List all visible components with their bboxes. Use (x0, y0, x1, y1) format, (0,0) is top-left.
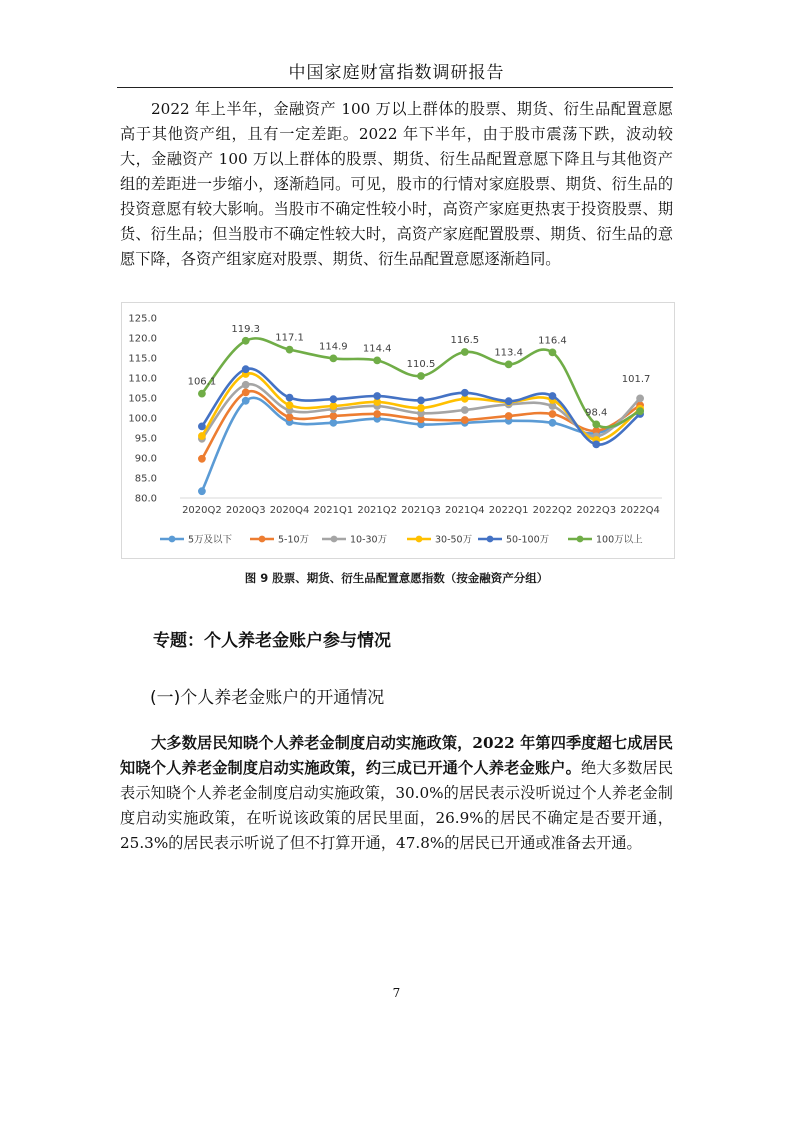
paragraph-2-body: 绝大多数居民表示知晓个人养老金制度启动实施政策，30.0%的居民表示没听说过个人养老金制度启动实施政策，在听说该政策的居民里面，26.9%的居民不确定是否要开通，25.3%的居民表示听说了但不打算开通，47.8%的居民已开通或准备去开通。 (120, 759, 674, 852)
data-point-s4-9 (593, 441, 600, 448)
data-point-s3-2 (286, 402, 293, 409)
paragraph-stock-allocation (120, 97, 673, 272)
legend-marker-1 (259, 536, 266, 543)
x-tick-label: 2021Q1 (313, 505, 354, 516)
data-point-s4-6 (461, 389, 468, 396)
legend-marker-0 (169, 536, 176, 543)
y-tick-label: 125.0 (128, 313, 157, 325)
data-point-s4-3 (330, 396, 337, 403)
x-tick-label: 2022Q4 (620, 505, 660, 516)
data-label: 98.4 (585, 407, 608, 419)
legend-label-3: 30-50万 (435, 534, 473, 546)
data-point-s0-8 (549, 419, 556, 426)
data-point-s1-1 (242, 389, 249, 396)
paragraph-1-text: 2022 年上半年，金融资产 100 万以上群体的股票、期货、衍生品配置意愿高于其他资产组，且有一定差距。2022 年下半年，由于股市震荡下跌，波动较大，金融资产 100 万以上群体的股票、期货、衍生品配置意愿下降且与其他资产组的差距进一步缩小，逐渐趋同。可见，股市的行情对家庭股票、期货、衍生品的投资意愿有较大影响。当股市不确定性较小时，高资产家庭更热衷于投资股票、期货、衍生品；但当股市不确定性较大时，高资产家庭配置股票、期货、衍生品的意愿下降，各资产组家庭对股票、期货、衍生品配置意愿逐渐趋同。 (120, 100, 673, 268)
data-point-s5-7 (505, 361, 512, 368)
data-point-s5-0 (199, 390, 206, 397)
legend-marker-2 (331, 536, 338, 543)
x-tick-label: 2021Q2 (357, 505, 398, 516)
data-point-s5-8 (549, 349, 556, 356)
y-tick-label: 100.0 (128, 413, 157, 425)
data-point-s2-1 (242, 381, 249, 388)
figure-caption: 图 9 股票、期货、衍生品配置意愿指数（按金融资产分组） (244, 571, 549, 585)
y-tick-label: 85.0 (134, 473, 157, 485)
data-point-s0-3 (330, 419, 337, 426)
data-label: 114.9 (319, 341, 348, 353)
legend-label-1: 5-10万 (278, 534, 310, 546)
data-point-s3-3 (330, 403, 337, 410)
subsection-title: (一)个人养老金账户的开通情况 (150, 688, 385, 708)
data-point-s5-4 (374, 357, 381, 364)
data-point-s4-5 (418, 397, 425, 404)
page-number: 7 (392, 986, 401, 1000)
data-point-s4-0 (199, 423, 206, 430)
y-tick-label: 90.0 (134, 453, 157, 465)
data-label: 119.3 (231, 323, 261, 335)
data-point-s3-5 (418, 405, 425, 412)
y-tick-label: 95.0 (134, 433, 157, 445)
x-tick-label: 2022Q3 (576, 505, 617, 516)
header-divider (117, 87, 673, 88)
data-point-s4-2 (286, 394, 293, 401)
data-point-s5-3 (330, 355, 337, 362)
x-tick-label: 2020Q4 (269, 505, 310, 516)
data-label: 114.4 (362, 343, 392, 355)
data-point-s1-0 (199, 455, 206, 462)
data-point-s5-5 (418, 373, 425, 380)
data-point-s1-4 (374, 411, 381, 418)
legend-marker-3 (416, 536, 423, 543)
y-tick-label: 110.0 (128, 373, 157, 385)
data-label: 113.4 (494, 347, 523, 359)
data-label: 106.1 (187, 376, 217, 388)
legend-label-4: 50-100万 (506, 534, 550, 546)
legend-marker-4 (487, 536, 494, 543)
y-tick-label: 80.0 (134, 493, 157, 505)
data-point-s2-6 (461, 407, 468, 414)
data-point-s5-2 (286, 346, 293, 353)
data-point-s4-1 (242, 366, 249, 373)
data-point-s4-7 (505, 398, 512, 405)
data-point-s5-10 (637, 408, 644, 415)
data-point-s1-7 (505, 413, 512, 420)
data-point-s1-6 (461, 417, 468, 424)
y-tick-label: 105.0 (128, 393, 157, 405)
data-point-s3-0 (199, 433, 206, 440)
x-tick-label: 2021Q4 (444, 505, 485, 516)
data-point-s5-1 (242, 337, 249, 344)
x-tick-label: 2021Q3 (401, 505, 441, 516)
data-point-s5-9 (593, 421, 600, 428)
legend-label-5: 100万以上 (596, 534, 643, 546)
x-tick-label: 2022Q1 (488, 505, 529, 516)
data-point-s2-10 (637, 395, 644, 402)
data-point-s4-4 (374, 393, 381, 400)
data-label: 110.5 (406, 359, 436, 370)
data-point-s1-8 (549, 411, 556, 418)
data-label: 101.7 (621, 374, 651, 386)
x-tick-label: 2020Q3 (225, 505, 266, 516)
chart-canvas (122, 303, 674, 558)
x-tick-label: 2020Q2 (182, 505, 222, 516)
legend-label-0: 5万及以下 (188, 534, 233, 546)
data-label: 116.4 (538, 335, 567, 347)
data-point-s5-6 (461, 349, 468, 356)
data-label: 116.5 (450, 335, 480, 346)
x-tick-label: 2022Q2 (532, 505, 573, 516)
stock-futures-derivatives-chart (121, 302, 675, 559)
paragraph-2-lead: 大多数居民知晓个人养老金制度启动实施政策，2022 年第四季度超七成居民知晓个人养老金制度启动实施政策，约三成已开通个人养老金账户。 (120, 734, 673, 777)
data-point-s4-8 (549, 393, 556, 400)
data-point-s1-2 (286, 414, 293, 421)
paragraph-pension-account (120, 731, 673, 856)
data-point-s0-1 (242, 397, 249, 404)
report-header-title: 中国家庭财富指数调研报告 (288, 63, 505, 83)
y-tick-label: 115.0 (128, 353, 157, 365)
legend-marker-5 (577, 536, 584, 543)
data-label: 117.1 (275, 332, 304, 344)
data-point-s1-3 (330, 413, 337, 420)
y-tick-label: 120.0 (128, 333, 157, 345)
special-topic-title: 专题：个人养老金账户参与情况 (153, 631, 391, 651)
legend-label-2: 10-30万 (350, 534, 388, 546)
data-point-s0-0 (199, 488, 206, 495)
